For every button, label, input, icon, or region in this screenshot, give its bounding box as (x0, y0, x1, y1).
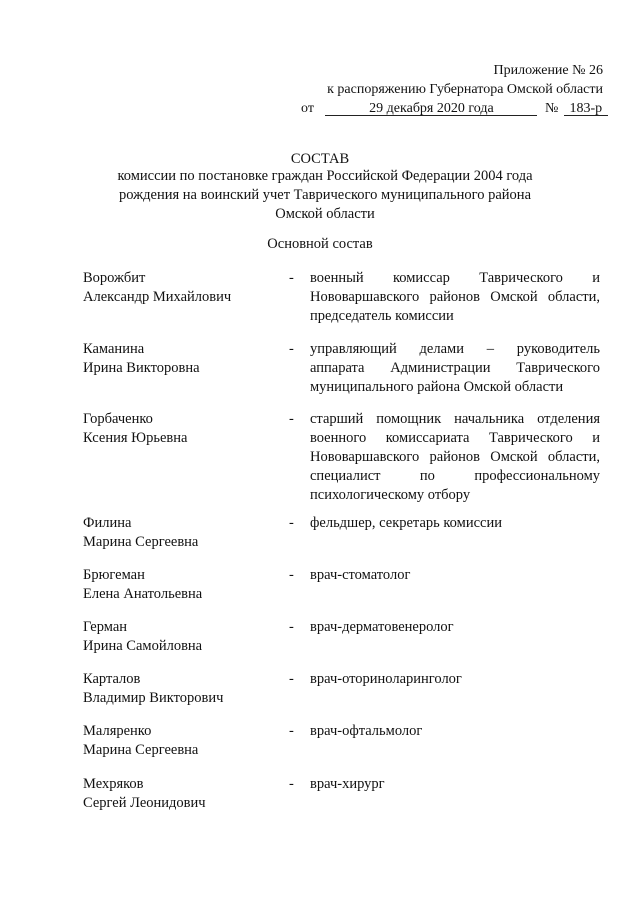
member-name: Маляренко Марина Сергеевна (83, 723, 199, 758)
member-name: Мехряков Сергей Леонидович (83, 776, 206, 811)
order-number: 183-р (564, 100, 608, 116)
order-date: 29 декабря 2020 года (325, 100, 537, 116)
separator-dash: - (289, 671, 294, 687)
member-role: врач-дерматовенеролог (310, 619, 454, 635)
appendix-reference: к распоряжению Губернатора Омской области (327, 82, 603, 97)
separator-dash: - (289, 270, 294, 286)
member-name: Карталов Владимир Викторович (83, 671, 224, 706)
member-role: фельдшер, секретарь комиссии (310, 515, 502, 531)
member-role: врач-хирург (310, 776, 385, 792)
document-subtitle: комиссии по постановке граждан Российской Федерации 2004 года рождения на воинский учет Таврического муниципального района Омской области (117, 168, 533, 222)
document-title: СОСТАВ (290, 151, 350, 167)
separator-dash: - (289, 515, 294, 531)
appendix-number: Приложение № 26 (493, 63, 603, 78)
separator-dash: - (289, 723, 294, 739)
member-role: врач-стоматолог (310, 567, 411, 583)
member-name: Филина Марина Сергеевна (83, 515, 199, 550)
separator-dash: - (289, 776, 294, 792)
from-label: от (301, 101, 314, 116)
member-role: старший помощник начальника отделения военного комиссариата Таврического и Нововаршавского районов Омской области, специалист по профессиональному психологическому отбору (310, 411, 600, 503)
member-name: Ворожбит Александр Михайлович (83, 270, 232, 305)
separator-dash: - (289, 341, 294, 357)
number-label: № (544, 101, 559, 116)
member-name: Горбаченко Ксения Юрьевна (83, 411, 188, 446)
separator-dash: - (289, 411, 294, 427)
member-role: врач-офтальмолог (310, 723, 423, 739)
separator-dash: - (289, 567, 294, 583)
separator-dash: - (289, 619, 294, 635)
member-name: Герман Ирина Самойловна (83, 619, 203, 654)
order-date-line (301, 100, 608, 118)
section-heading: Основной состав (267, 236, 373, 252)
member-role: управляющий делами – руководитель аппарата Администрации Таврического муниципального района Омской области (310, 341, 600, 395)
member-role: военный комиссар Таврического и Нововаршавского районов Омской области, председатель комиссии (310, 270, 600, 324)
member-name: Брюгеман Елена Анатольевна (83, 567, 203, 602)
member-name: Каманина Ирина Викторовна (83, 341, 200, 376)
member-role: врач-оториноларинголог (310, 671, 462, 687)
